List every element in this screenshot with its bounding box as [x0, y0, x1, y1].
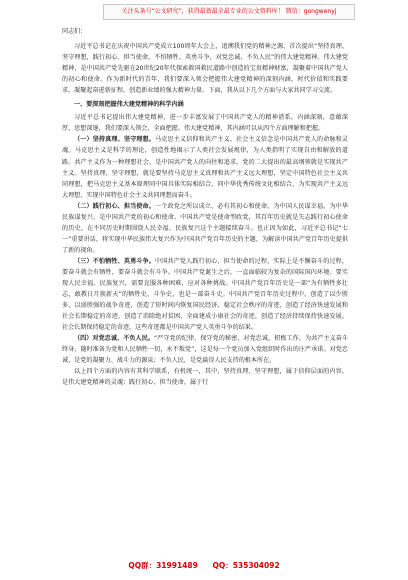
section-heading: 一、要深刻把握伟大建党精神的科学内涵 [74, 101, 184, 109]
point-lead-4: （四）对党忠诚、不负人民。 [74, 335, 155, 343]
section-intro-paragraph: 习近平总书记提出伟大建党精神，进一步丰富发展了中国共产党人的精神谱系，内涵深刻，意蕴深厚，思想深邃，我们要深入领会，全面把握。伟大建党精神，其内涵可以从四个方面理解和把握。 [62, 114, 348, 133]
point-paragraph-3 [62, 256, 348, 333]
footer-contact [0, 560, 408, 572]
footer-qq: QQ：535304092 [212, 561, 280, 570]
point-paragraph-4 [62, 333, 348, 366]
point-lead-2: （二）践行初心、担当使命。 [74, 202, 155, 210]
point-text-2: 一个政党之所以成立，必有其初心和使命。为中国人民谋幸福、为中华民族谋复兴，是中国共产党的初心和使命。中国共产党是使命型政党，其百年历史就是矢志践行初心使命的历史，在不同历史时期围绕人民幸福、民族复兴这个主题接续奋斗。也正因为如此，习近平总书记“七一”重要讲话，将实现中华民族伟大复兴作为中国共产党百年历史的主题，为解读中国共产党百年历史提供了新的视角。 [62, 202, 349, 254]
intro-paragraph: 习近平总书记在庆祝中国共产党成立100周年大会上，追溯我们党的精神之源，首次提出“坚持真理、坚守理想，践行初心、担当使命，不怕牺牲、英勇斗争，对党忠诚、不负人民”的伟大建党精神。伟大建党精神，是中国共产党先驱在20世纪20年代探索救国救民道路中创造的宝贵精神财富，凝聚着中国共产党人的初心和使命。作为新时代的青年，我们要深入领会把握伟大建党精神的深刻内涵，时代价值和实践要求，凝聚起奋进新征程，创造新业绩的强大精神力量。下面，我从以下几个方面与大家共同学习交流。 [62, 43, 348, 95]
point-lead-1: （一）坚持真理、坚守理想。 [74, 136, 155, 144]
document-body [62, 26, 348, 389]
point-text-3: 中国共产党人践行初心、担当使命的过程，实际上是不懈奋斗的过程，要奋斗就会有牺牲，要奋斗就会有斗争。中国共产党诞生之后，一直面临较为复杂的国际国内环境。要实现人民幸福、民族复兴，需要克服各种困难，应对各种挑战。中国共产党百年历史是一部“为有牺牲多壮志，敢教日月换新天”的牺牲史、斗争史，也是一部奋斗史。中国共产党百年历史过程中，创造了以少胜多、以弱胜强的战争奇迹，创造了短时间内恢复国民经济、稳定社会秩序的奇迹，创造了经济快速发展和社会长期稳定的奇迹，创造了消除绝对贫困、全面建成小康社会的奇迹，创造了经济持续保持快速发展、社会长期保持稳定的奇迹，这些奇迹都是中国共产党人英勇斗争的结果。 [62, 257, 349, 332]
point-paragraph-2 [62, 201, 348, 256]
point-paragraph-1 [62, 134, 348, 200]
point-text-4: “严守党的纪律，保守党的秘密，对党忠诚，积极工作，为共产主义奋斗终身，随时准备为党和人民牺牲一切，永不叛党”，这是每一个党员加入党组织时作出的庄严承诺。对党忠诚，是党的凝聚力、战斗力的源泉；不负人民，是党赢得人民支持的根本所在。 [62, 335, 348, 365]
point-text-1: 马克思主义信仰和共产主义、社会主义信念是中国共产党人的命脉和灵魂。马克思主义是科学的理论，创造性地揭示了人类社会发展规律，为人类指明了实现自由和解放的道路。共产主义作为一种理想社会，是中国共产党人的向往和追求，党的二大提出的最高纲领就是实现共产主义。坚持真理、坚守理想，就是要坚持马克思主义真理和共产主义远大理想，坚定中国特色社会主义共同理想，把马克思主义基本原理同中国具体实际相结合、同中华优秀传统文化相结合，为实现共产主义远大理想、实现中国特色社会主义共同理想而奋斗。 [62, 136, 349, 199]
footer-qq-group: QQ群：31991489 [128, 561, 198, 570]
salutation: 同志们： [62, 28, 87, 35]
point-lead-3: （三）不怕牺牲、英勇斗争。 [74, 257, 155, 265]
closing-paragraph: 以上四个方面的内容有其科学联系，有机统一，其中，坚持真理、坚守理想，属于信仰层面的内容，是伟大建党精神的灵魂；践行初心、担当使命，属于行 [62, 368, 348, 387]
header-banner: 关注头条号“公文研究”，获得最新最全最专业的公文资料库！ 微信：gongwenyj [103, 4, 355, 20]
